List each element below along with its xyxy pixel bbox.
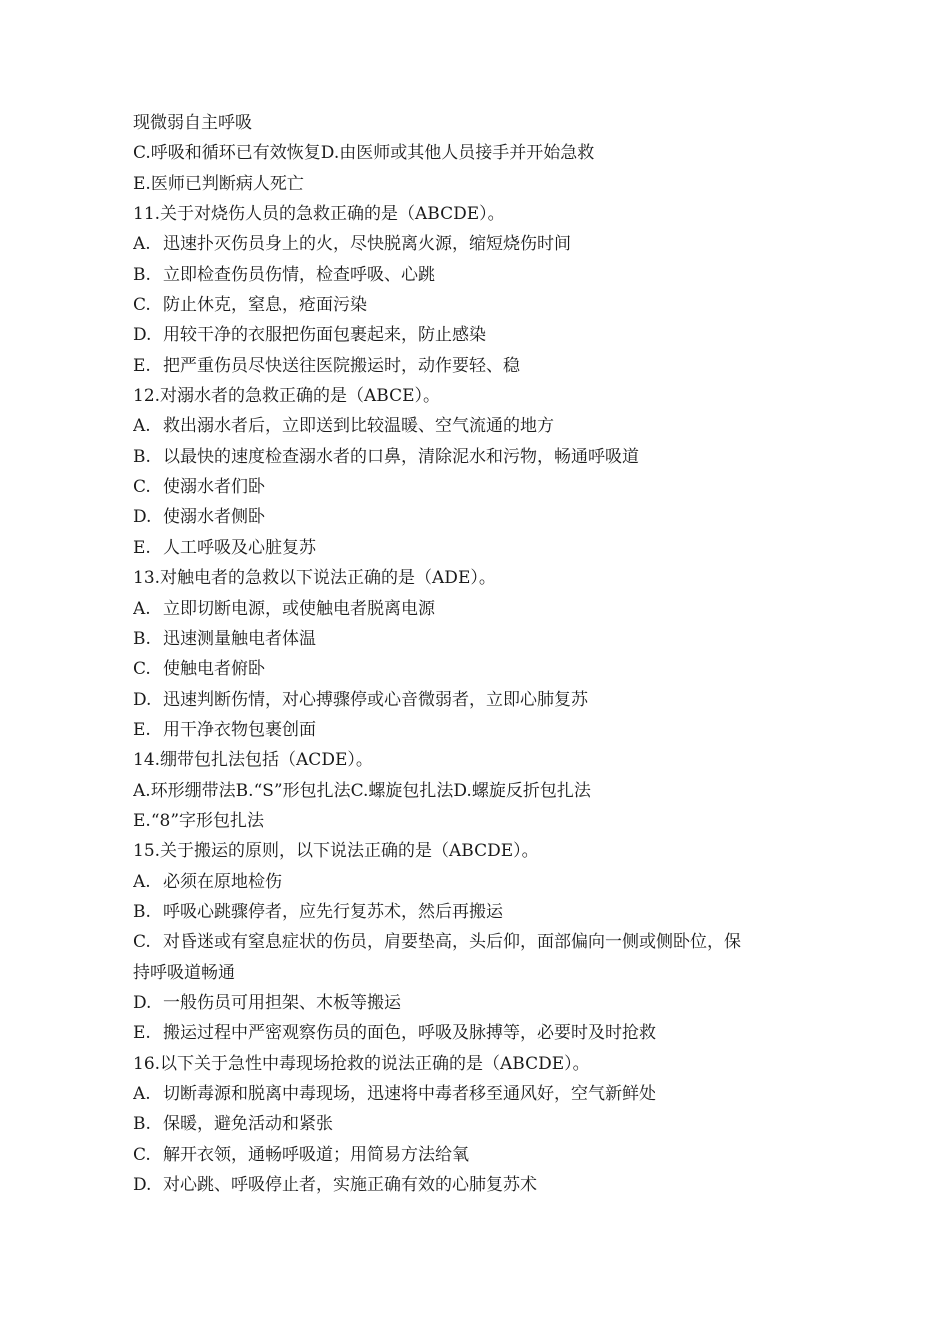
line-text: 15.关于搬运的原则，以下说法正确的是（ABCDE）。 (133, 841, 539, 862)
question-line (133, 1049, 833, 1079)
option-line (133, 351, 833, 381)
option-letter: E. (133, 537, 151, 558)
option-letter: A. (133, 598, 151, 619)
option-line (133, 1140, 833, 1170)
line-text: 使触电者俯卧 (163, 659, 265, 680)
option-line (133, 1079, 833, 1109)
line-text: 使溺水者侧卧 (163, 507, 265, 528)
option-letter: D. (133, 992, 152, 1013)
line-text: 把严重伤员尽快送往医院搬运时，动作要轻、稳 (163, 355, 520, 376)
option-letter: A. (133, 234, 151, 255)
text-line (133, 776, 833, 806)
option-line (133, 533, 833, 563)
line-text: 用干净衣物包裹创面 (163, 719, 316, 740)
line-text: C.呼吸和循环已有效恢复D.由医师或其他人员接手并开始急救 (133, 143, 595, 164)
question-line (133, 381, 833, 411)
option-letter: C. (133, 295, 151, 316)
document-body (133, 108, 833, 1200)
option-letter: E. (133, 719, 151, 740)
text-line (133, 138, 833, 168)
line-text: 14.绷带包扎法包括（ACDE）。 (133, 750, 373, 771)
option-line (133, 260, 833, 290)
option-letter: B. (133, 264, 151, 285)
line-text: 持呼吸道畅通 (133, 962, 235, 983)
line-text: 救出溺水者后，立即送到比较温暖、空气流通的地方 (163, 416, 554, 437)
option-line (133, 290, 833, 320)
option-letter: D. (133, 1175, 152, 1196)
option-line (133, 472, 833, 502)
option-letter: C. (133, 1144, 151, 1165)
question-line (133, 199, 833, 229)
option-letter: A. (133, 871, 151, 892)
option-line (133, 594, 833, 624)
option-letter: C. (133, 477, 151, 498)
line-text: 保暖，避免活动和紧张 (163, 1114, 333, 1135)
line-text: 搬运过程中严密观察伤员的面色，呼吸及脉搏等，必要时及时抢救 (163, 1023, 656, 1044)
option-line (133, 1018, 833, 1048)
line-text: 13.对触电者的急救以下说法正确的是（ADE）。 (133, 568, 496, 589)
question-line (133, 563, 833, 593)
line-text: 防止休克，窒息，疮面污染 (163, 295, 367, 316)
line-text: 立即切断电源，或使触电者脱离电源 (163, 598, 435, 619)
line-text: 12.对溺水者的急救正确的是（ABCE）。 (133, 386, 441, 407)
option-line (133, 1170, 833, 1200)
text-line (133, 958, 833, 988)
option-letter: D. (133, 325, 152, 346)
line-text: 以最快的速度检查溺水者的口鼻，清除泥水和污物，畅通呼吸道 (163, 446, 639, 467)
option-letter: C. (133, 932, 151, 953)
option-line (133, 715, 833, 745)
option-line (133, 988, 833, 1018)
text-line (133, 169, 833, 199)
option-letter: E. (133, 355, 151, 376)
text-line (133, 108, 833, 138)
option-line (133, 685, 833, 715)
option-line (133, 502, 833, 532)
line-text: 现微弱自主呼吸 (133, 113, 252, 133)
option-letter: B. (133, 446, 151, 467)
line-text: E.“8”字形包扎法 (133, 810, 265, 831)
line-text: A.环形绷带法B.“S”形包扎法C.螺旋包扎法D.螺旋反折包扎法 (133, 780, 591, 801)
option-line (133, 442, 833, 472)
line-text: 呼吸心跳骤停者，应先行复苏术，然后再搬运 (163, 901, 503, 922)
text-line (133, 806, 833, 836)
option-line (133, 867, 833, 897)
option-letter: B. (133, 628, 151, 649)
line-text: 对心跳、呼吸停止者，实施正确有效的心肺复苏术 (163, 1175, 537, 1196)
line-text: 必须在原地检伤 (163, 871, 282, 892)
option-letter: E. (133, 1023, 151, 1044)
line-text: 使溺水者们卧 (163, 477, 265, 498)
line-text: 迅速扑灭伤员身上的火，尽快脱离火源，缩短烧伤时间 (163, 234, 571, 255)
option-line (133, 1109, 833, 1139)
option-line (133, 624, 833, 654)
line-text: 对昏迷或有窒息症状的伤员，肩要垫高，头后仰，面部偏向一侧或侧卧位，保 (163, 932, 741, 953)
line-text: 用较干净的衣服把伤面包裹起来，防止感染 (163, 325, 486, 346)
option-letter: B. (133, 1114, 151, 1135)
line-text: 迅速判断伤情，对心搏骤停或心音微弱者，立即心肺复苏 (163, 689, 588, 710)
option-letter: D. (133, 689, 152, 710)
option-line (133, 897, 833, 927)
question-line (133, 836, 833, 866)
line-text: 迅速测量触电者体温 (163, 628, 316, 649)
option-letter: B. (133, 901, 151, 922)
line-text: 解开衣领，通畅呼吸道；用简易方法给氧 (163, 1144, 469, 1165)
line-text: E.医师已判断病人死亡 (133, 173, 304, 194)
line-text: 16.以下关于急性中毒现场抢救的说法正确的是（ABCDE）。 (133, 1053, 590, 1074)
option-line (133, 320, 833, 350)
line-text: 一般伤员可用担架、木板等搬运 (163, 992, 401, 1013)
line-text: 11.关于对烧伤人员的急救正确的是（ABCDE）。 (133, 204, 505, 225)
option-line (133, 927, 833, 957)
option-line (133, 411, 833, 441)
option-letter: A. (133, 1084, 151, 1104)
option-line (133, 229, 833, 259)
line-text: 人工呼吸及心脏复苏 (163, 537, 316, 558)
option-letter: C. (133, 659, 151, 680)
line-text: 立即检查伤员伤情，检查呼吸、心跳 (163, 264, 435, 285)
option-line (133, 654, 833, 684)
line-text: 切断毒源和脱离中毒现场，迅速将中毒者移至通风好，空气新鲜处 (163, 1084, 656, 1104)
option-letter: D. (133, 507, 152, 528)
question-line (133, 745, 833, 775)
option-letter: A. (133, 416, 151, 437)
